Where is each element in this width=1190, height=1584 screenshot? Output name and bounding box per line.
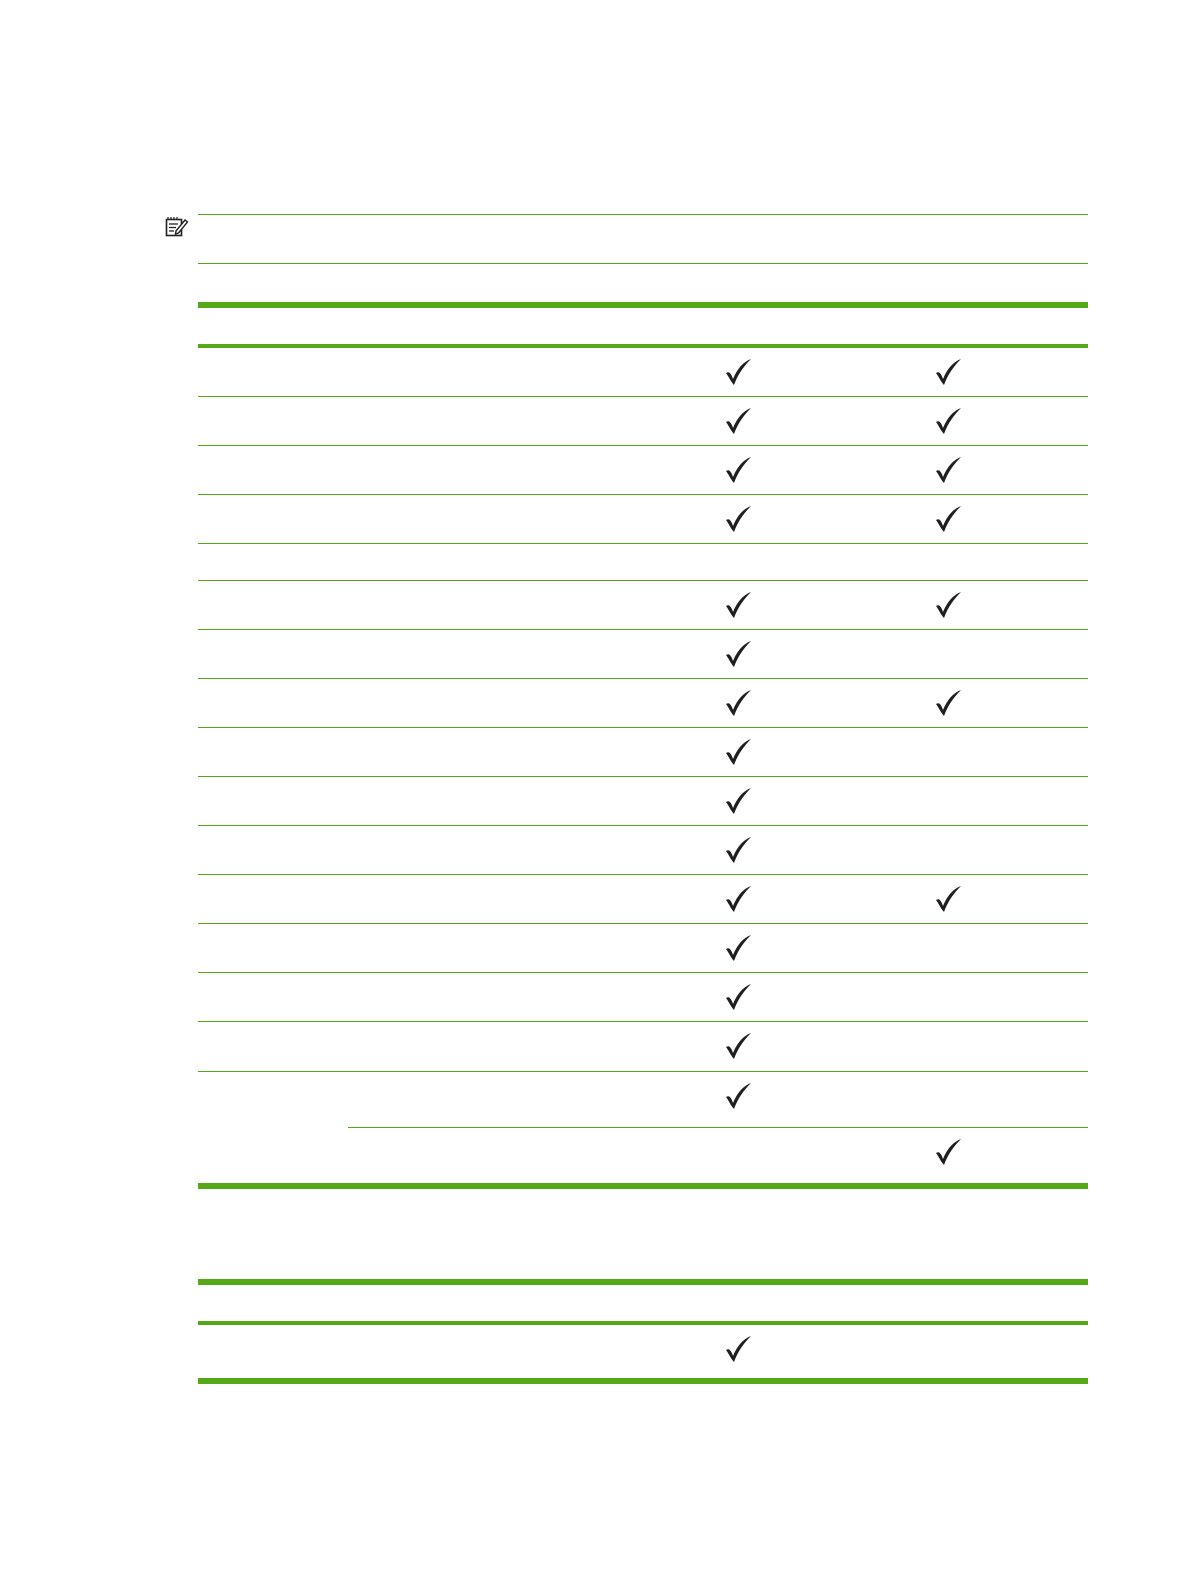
- support-cell: [688, 581, 898, 629]
- checkmark-icon: [723, 1032, 753, 1060]
- table-row: [198, 495, 1088, 544]
- table-row: [348, 1072, 1088, 1128]
- support-cell: [898, 1128, 1088, 1183]
- support-cell: [898, 348, 1088, 396]
- row-description: [348, 495, 688, 543]
- checkmark-icon: [933, 358, 963, 386]
- row-label: [198, 581, 348, 629]
- row-description: [348, 973, 688, 1021]
- checkmark-icon: [723, 885, 753, 913]
- row-label: [198, 544, 348, 580]
- row-label: [198, 679, 348, 727]
- row-description: [348, 581, 688, 629]
- table-row: [198, 875, 1088, 924]
- support-cell: [898, 544, 1088, 580]
- checkmark-icon: [933, 1138, 963, 1166]
- table-row: [198, 397, 1088, 446]
- header-cell: [898, 308, 1088, 344]
- row-description: [348, 446, 688, 494]
- table-row: [198, 544, 1088, 581]
- table-row: [198, 1325, 1088, 1378]
- support-cell: [688, 973, 898, 1021]
- row-description: [348, 1072, 688, 1127]
- table-row-split: [198, 1071, 1088, 1183]
- support-cell: [688, 728, 898, 776]
- support-cell: [688, 1325, 898, 1378]
- support-cell: [898, 1325, 1088, 1378]
- support-cell: [688, 875, 898, 923]
- support-cell: [898, 924, 1088, 972]
- row-label: [198, 495, 348, 543]
- support-cell: [688, 679, 898, 727]
- row-label: [198, 446, 348, 494]
- table-row: [198, 728, 1088, 777]
- header-cell: [688, 308, 898, 344]
- checkmark-icon: [933, 885, 963, 913]
- support-cell: [688, 446, 898, 494]
- row-description: [348, 1325, 688, 1378]
- support-cell: [688, 924, 898, 972]
- support-cell: [688, 495, 898, 543]
- note-icon: [165, 216, 189, 238]
- support-cell: [688, 1072, 898, 1127]
- row-label: [198, 1072, 348, 1183]
- header-cell: [348, 1285, 688, 1321]
- table-row: [198, 1022, 1088, 1071]
- row-description: [348, 875, 688, 923]
- row-description: [348, 777, 688, 825]
- support-cell: [898, 397, 1088, 445]
- row-label: [198, 728, 348, 776]
- support-cell: [898, 1072, 1088, 1127]
- table-row: [198, 973, 1088, 1022]
- support-cell: [898, 826, 1088, 874]
- support-cell: [688, 348, 898, 396]
- table-row: [198, 581, 1088, 630]
- support-cell: [898, 728, 1088, 776]
- row-description: [348, 397, 688, 445]
- header-cell: [348, 308, 688, 344]
- note-box: [198, 214, 1088, 264]
- table-row: [198, 630, 1088, 679]
- checkmark-icon: [723, 358, 753, 386]
- checkmark-icon: [933, 591, 963, 619]
- support-cell: [688, 1128, 898, 1183]
- table-header: [198, 308, 1088, 348]
- table-row: [348, 1128, 1088, 1183]
- header-cell: [688, 1285, 898, 1321]
- support-cell: [898, 875, 1088, 923]
- checkmark-icon: [933, 407, 963, 435]
- row-label: [198, 348, 348, 396]
- header-cell: [198, 1285, 348, 1321]
- row-label: [198, 875, 348, 923]
- table-header: [198, 1285, 1088, 1325]
- row-description: [348, 630, 688, 678]
- checkmark-icon: [933, 456, 963, 484]
- row-description: [348, 348, 688, 396]
- table-body: [198, 348, 1088, 1071]
- row-label: [198, 1022, 348, 1071]
- checkmark-icon: [723, 983, 753, 1011]
- split-subrows: [348, 1072, 1088, 1183]
- feature-table-2: [198, 1279, 1088, 1384]
- support-cell: [688, 630, 898, 678]
- checkmark-icon: [723, 689, 753, 717]
- checkmark-icon: [723, 934, 753, 962]
- row-description: [348, 728, 688, 776]
- row-label: [198, 973, 348, 1021]
- row-label: [198, 826, 348, 874]
- support-cell: [898, 495, 1088, 543]
- row-description: [348, 826, 688, 874]
- support-cell: [898, 1022, 1088, 1071]
- checkmark-icon: [723, 836, 753, 864]
- support-cell: [688, 397, 898, 445]
- support-cell: [898, 679, 1088, 727]
- checkmark-icon: [933, 505, 963, 533]
- checkmark-icon: [723, 640, 753, 668]
- checkmark-icon: [723, 1335, 753, 1363]
- row-label: [198, 397, 348, 445]
- row-description: [348, 1128, 688, 1183]
- row-label: [198, 1325, 348, 1378]
- support-cell: [898, 630, 1088, 678]
- row-description: [348, 544, 688, 580]
- row-description: [348, 1022, 688, 1071]
- support-cell: [688, 826, 898, 874]
- checkmark-icon: [723, 591, 753, 619]
- row-label: [198, 630, 348, 678]
- checkmark-icon: [723, 505, 753, 533]
- checkmark-icon: [723, 1082, 753, 1110]
- support-cell: [898, 446, 1088, 494]
- checkmark-icon: [723, 738, 753, 766]
- table-row: [198, 348, 1088, 397]
- row-description: [348, 679, 688, 727]
- table-row: [198, 924, 1088, 973]
- checkmark-icon: [723, 787, 753, 815]
- support-cell: [688, 777, 898, 825]
- row-label: [198, 924, 348, 972]
- feature-table: [198, 302, 1088, 1189]
- header-cell: [898, 1285, 1088, 1321]
- header-cell: [198, 308, 348, 344]
- checkmark-icon: [723, 407, 753, 435]
- checkmark-icon: [933, 689, 963, 717]
- row-label: [198, 777, 348, 825]
- support-cell: [898, 777, 1088, 825]
- table-row: [198, 826, 1088, 875]
- support-cell: [688, 1022, 898, 1071]
- table-body: [198, 1325, 1088, 1378]
- checkmark-icon: [723, 456, 753, 484]
- table-row: [198, 446, 1088, 495]
- support-cell: [898, 581, 1088, 629]
- support-cell: [688, 544, 898, 580]
- row-description: [348, 924, 688, 972]
- support-cell: [898, 973, 1088, 1021]
- table-row: [198, 777, 1088, 826]
- table-row: [198, 679, 1088, 728]
